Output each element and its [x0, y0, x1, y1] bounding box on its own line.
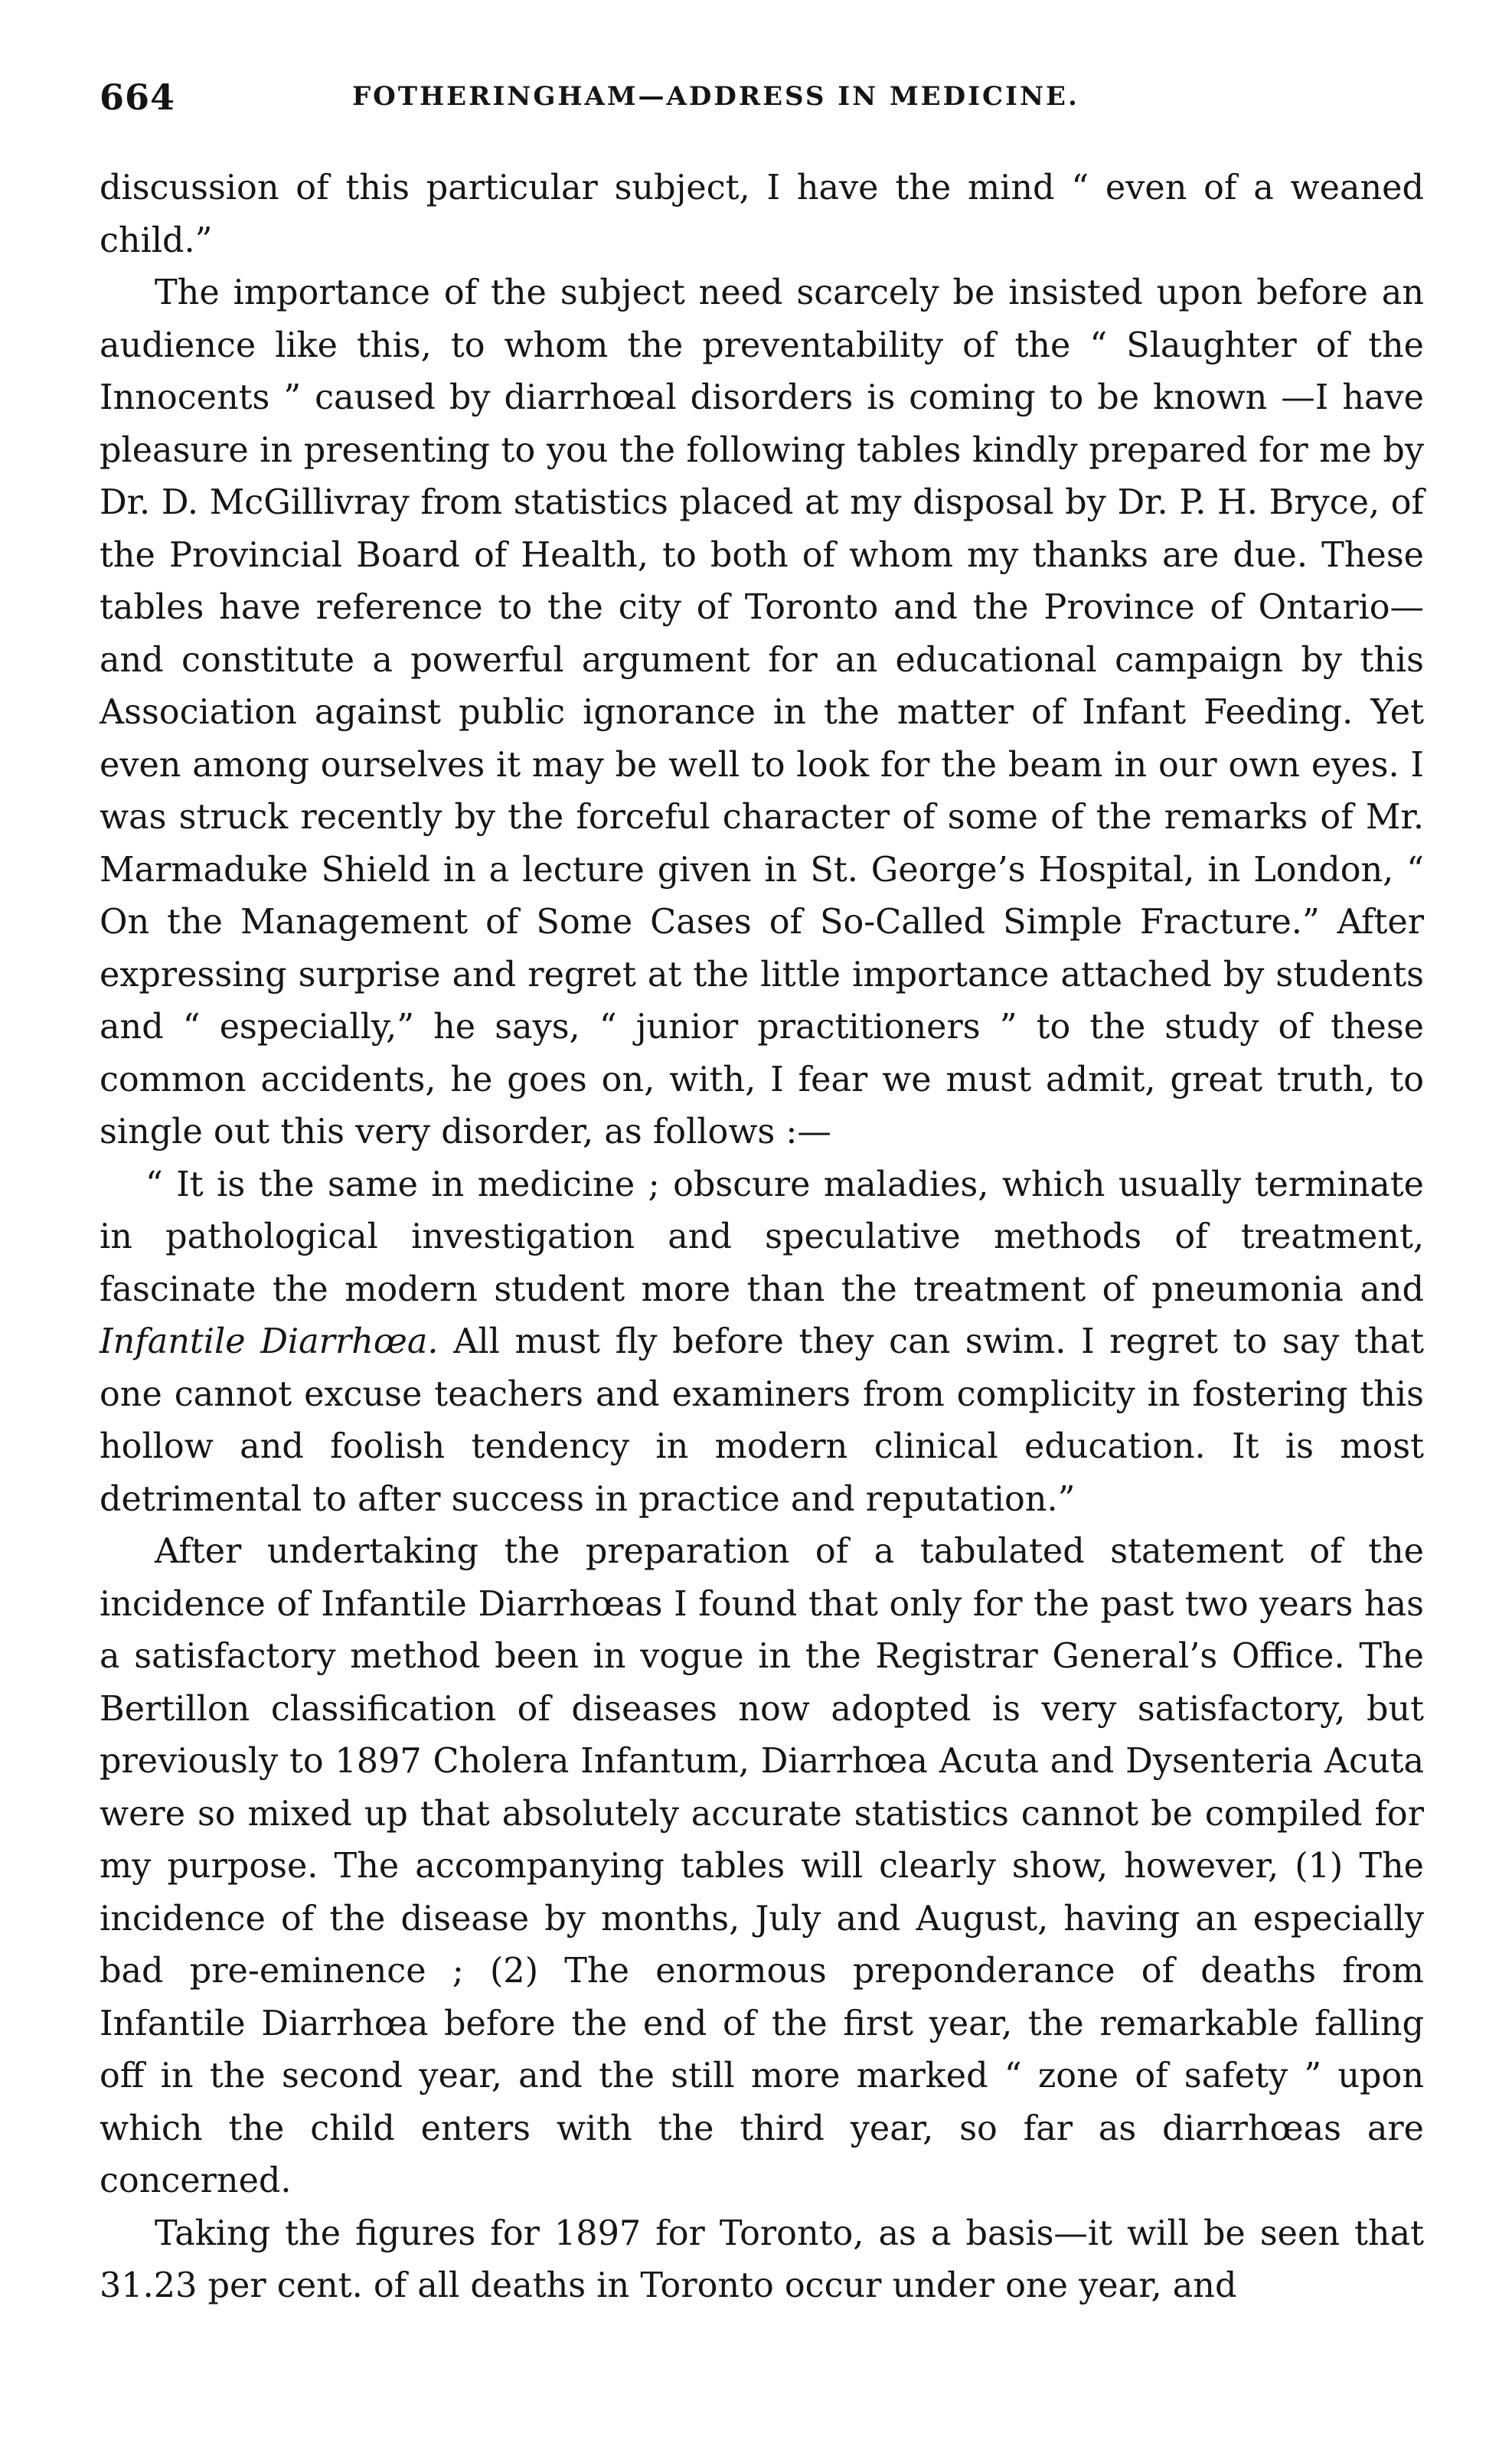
running-title: FOTHERINGHAM—ADDRESS IN MEDICINE.	[352, 81, 1079, 112]
paragraph-importance: The importance of the subject need scarcely be insisted upon before an audience like this, to whom the preventability of the “ Slaughter of the Innocents ” caused by diarrhœal disorders is coming to be known —I have pleasure in presenting to you the following tables kindly prepared for me by Dr. D. McGillivray from statistics placed at my disposal by Dr. P. H. Bryce, of the Provincial Board of Health, to both of whom my thanks are due. These tables have reference to the city of Toronto and the Province of Ontario—and constitute a powerful argument for an educational campaign by this Association against public ignorance in the matter of Infant Feeding. Yet even among ourselves it may be well to look for the beam in our own eyes. I was struck recently by the forceful character of some of the remarks of Mr. Marmaduke Shield in a lecture given in St. George’s Hospital, in London, “ On the Management of Some Cases of So-Called Simple Fracture.” After expressing surprise and regret at the little importance attached by students and “ especially,” he says, “ junior practitioners ” to the study of these common accidents, he goes on, with, I fear we must admit, great truth, to single out this very disorder, as follows :—	[100, 273, 1424, 1151]
paragraph-figures-1897: Taking the figures for 1897 for Toronto, as a basis—it will be seen that 31.23 per cent. of all deaths in Toronto occur under one year, and	[100, 2213, 1424, 2305]
paragraph-tabulated-statement: After undertaking the preparation of a tabulated statement of the incidence of Infantile Diarrhœas I found that only for the past two years has a satisfactory method been in vogue in the Registrar General’s Office. The Bertillon classification of diseases now adopted is very satisfactory, but previously to 1897 Cholera Infantum, Diarrhœa Acuta and Dysenteria Acuta were so mixed up that absolutely accurate statistics cannot be compiled for my purpose. The accompanying tables will clearly show, however, (1) The incidence of the disease by months, July and August, having an especially bad pre-eminence ; (2) The enormous preponderance of deaths from Infantile Diarrhœa before the end of the first year, the remarkable falling off in the second year, and the still more marked “ zone of safety ” upon which the child enters with the third year, so far as diarrhœas are concerned.	[100, 1532, 1424, 2200]
quotation-text-end: All must fly before they can swim. I regret to say that one cannot excuse teachers and examiners from complicity in fostering this hollow and foolish tendency in modern clinical education. It is most detrimental to after success in practice and reputation.”	[100, 1322, 1424, 1519]
paragraph-continuation: discussion of this particular subject, I have the mind “ even of a weaned child.”	[100, 168, 1424, 260]
quotation-text-start: “ It is the same in medicine ; obscure maladies, which usually terminate in pathological investigation and speculative methods of treatment, fascinate the modern student more than the treatment of pneumonia and	[100, 1165, 1424, 1309]
running-head	[100, 77, 1424, 130]
quotation-italic-term: Infantile Diarrhœa.	[100, 1322, 439, 1361]
book-page	[100, 77, 1424, 2412]
block-quotation	[100, 1159, 1424, 1527]
body-text	[100, 162, 1424, 2313]
page-number: 664	[100, 77, 176, 118]
